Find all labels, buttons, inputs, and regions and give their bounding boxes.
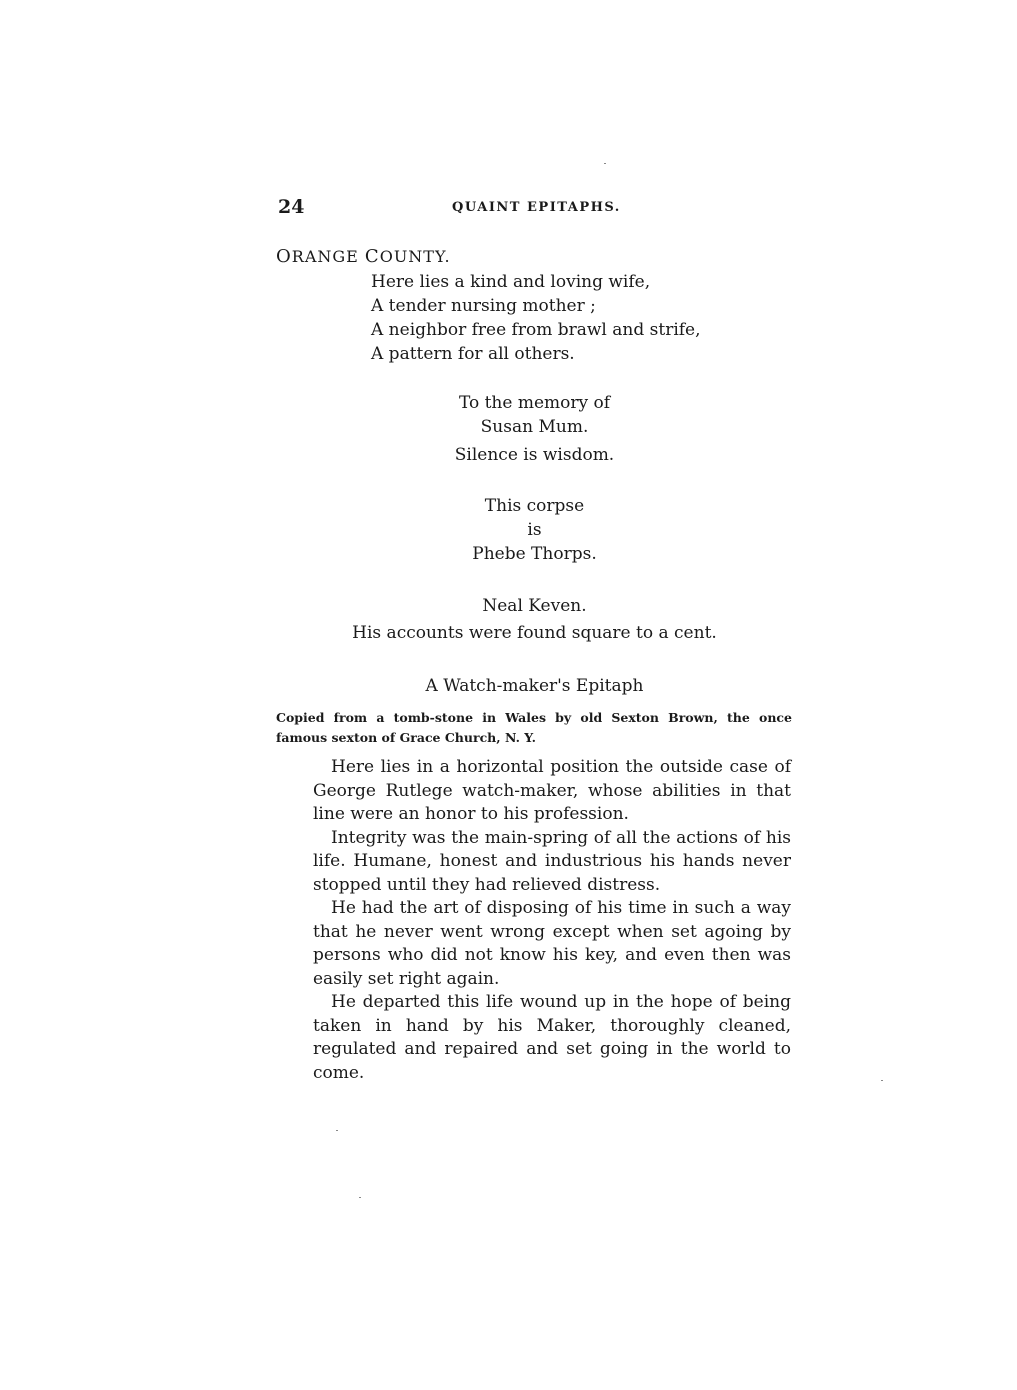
page-number: 24 (278, 196, 305, 218)
verse-line: Here lies a kind and loving wife, (371, 272, 651, 292)
scan-speck (336, 1130, 338, 1131)
section-title-initial-1: O (276, 246, 292, 267)
running-title: QUAINT EPITAPHS. (452, 200, 621, 215)
section-title-initial-2: C (364, 246, 380, 267)
phebe-epitaph-line-2: is (527, 520, 542, 540)
watchmaker-epitaph-text (313, 756, 791, 1085)
paragraph: He had the art of disposing of his time in such a way that he never went wrong except when set agoing by persons who did not know his key, and even then was easily set right again. (313, 898, 791, 989)
phebe-epitaph-line-3: Phebe Thorps. (472, 544, 597, 564)
phebe-epitaph-line-1: This corpse (484, 496, 585, 516)
susan-epitaph-line-1: To the memory of (458, 393, 611, 413)
scan-speck (604, 163, 606, 164)
verse-line: A tender nursing mother ; (371, 296, 596, 316)
section-title-rest-1: RANGE (291, 247, 365, 266)
paragraph: Here lies in a horizontal position the outside case of George Rutlege watch-maker, whose abilities in that line were an honor to his profession. (313, 757, 791, 824)
verse-epitaph (371, 270, 701, 366)
neal-epitaph-line-1: Neal Keven. (482, 596, 587, 616)
neal-epitaph-line-2: His accounts were found square to a cent. (352, 623, 717, 643)
watchmaker-source-note: Copied from a tomb-stone in Wales by old Sexton Brown, the once famous sexton of Grace Church, N. Y. (276, 710, 792, 745)
scan-speck (881, 1080, 883, 1081)
paragraph: He departed this life wound up in the hope of being taken in hand by his Maker, thoroughly cleaned, regulated and repaired and set going in the world to come. (313, 992, 791, 1083)
susan-epitaph-line-3: Silence is wisdom. (454, 445, 615, 465)
watchmaker-title: A Watch-maker's Epitaph (425, 676, 644, 696)
section-title-rest-2: OUNTY. (379, 247, 451, 266)
verse-line: A pattern for all others. (371, 344, 575, 364)
paragraph: Integrity was the main-spring of all the actions of his life. Humane, honest and industrious his hands never stopped until they had relieved distress. (313, 827, 791, 895)
scan-speck (359, 1197, 361, 1198)
section-title (276, 246, 451, 267)
susan-epitaph-line-2: Susan Mum. (480, 417, 589, 437)
verse-line: A neighbor free from brawl and strife, (371, 320, 701, 340)
